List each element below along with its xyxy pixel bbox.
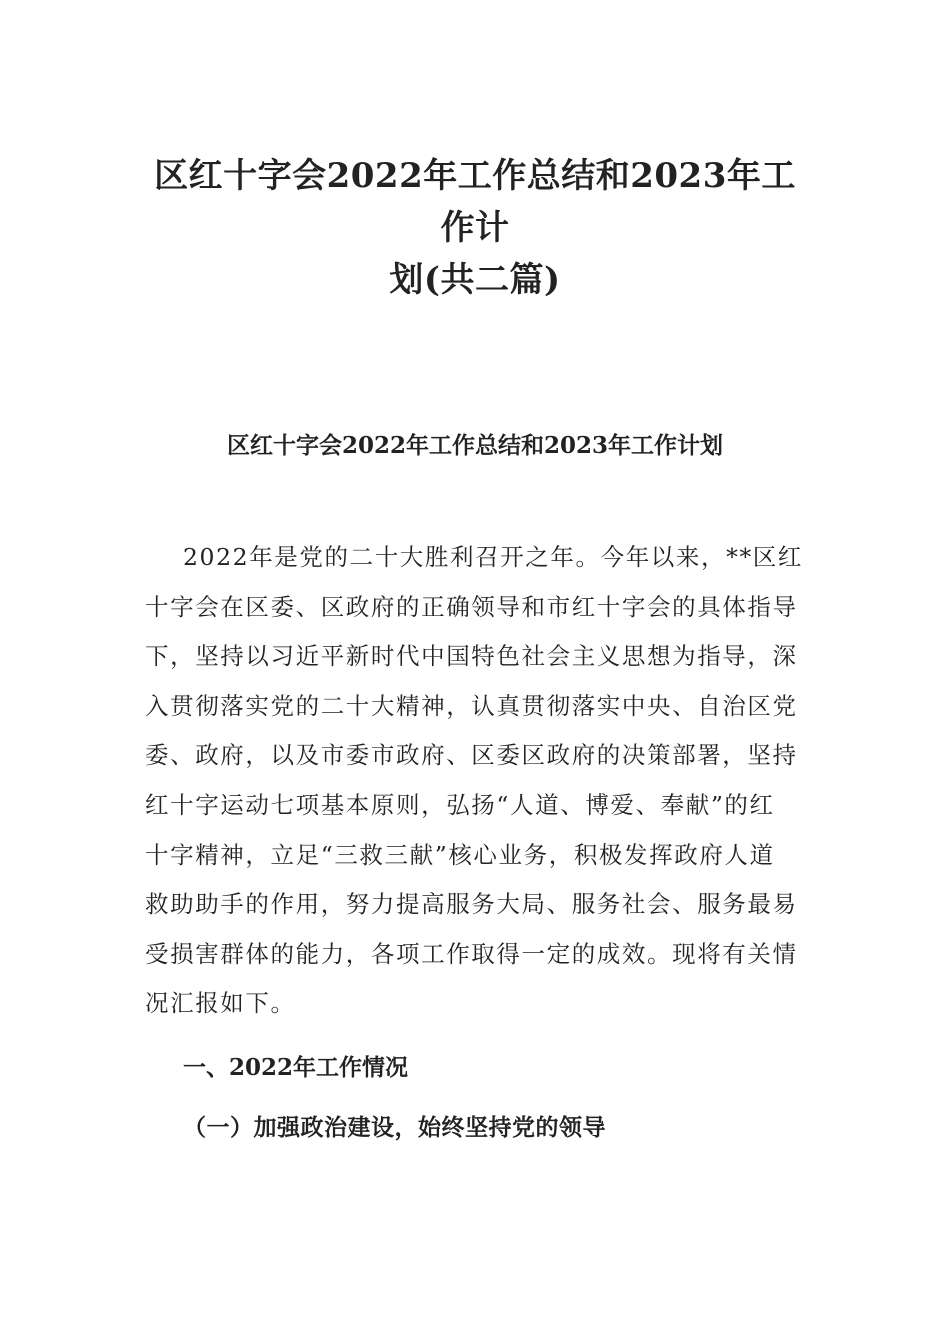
paragraph-line: 十字精神，立足“三救三献”核心业务，积极发挥政府人道 [145, 840, 775, 869]
paragraph-line: 入贯彻落实党的二十大精神，认真贯彻落实中央、自治区党 [145, 691, 798, 720]
section-heading: 一、2022年工作情况 [183, 1054, 409, 1081]
paragraph-line: 委、政府，以及市委市政府、区委区政府的决策部署，坚持 [145, 741, 798, 770]
paragraph-line: 下，坚持以习近平新时代中国特色社会主义思想为指导，深 [145, 642, 798, 671]
paragraph-line: 况汇报如下。 [145, 989, 296, 1018]
paragraph-line: 2022年是党的二十大胜利召开之年。今年以来，**区红 [183, 543, 804, 571]
subsection-heading: （一）加强政治建设，始终坚持党的领导 [183, 1114, 606, 1141]
article-title: 区红十字会2022年工作总结和2023年工作计划 [226, 432, 724, 459]
paragraph-line: 受损害群体的能力，各项工作取得一定的成效。现将有关情 [145, 939, 798, 968]
document-title-line-1: 区红十字会2022年工作总结和2023年工作计 [154, 156, 796, 248]
intro-paragraph [145, 538, 810, 1034]
document-title-line-2: 划(共二篇) [389, 260, 561, 300]
document-title [140, 150, 810, 306]
paragraph-line: 救助助手的作用，努力提高服务大局、服务社会、服务最易 [145, 890, 798, 919]
paragraph-line: 红十字运动七项基本原则，弘扬“人道、博爱、奉献”的红 [145, 790, 775, 819]
paragraph-line: 十字会在区委、区政府的正确领导和市红十字会的具体指导 [145, 592, 798, 621]
